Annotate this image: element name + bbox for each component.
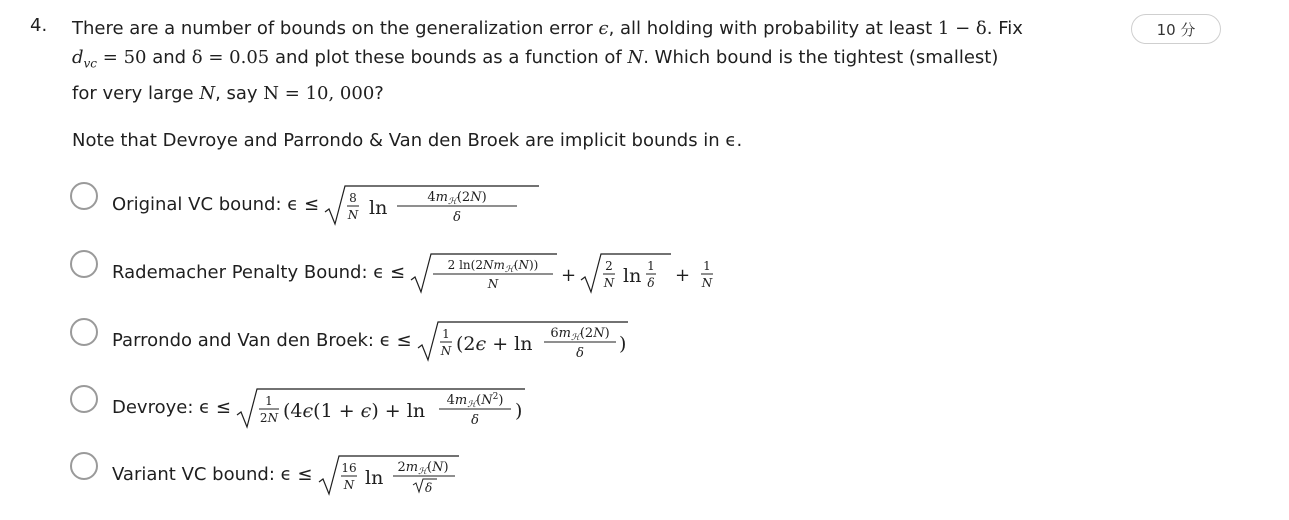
svg-text:2: 2 [605,259,613,273]
svg-text:2 ln(2Nmℋ(N)): 2 $\ln(2Nm_ℋ(N))$ [447,258,539,275]
radio-button[interactable] [70,385,98,413]
svg-text:N: N [701,276,713,290]
svg-text:1: 1 [442,327,450,341]
option-label: Devroye: ϵ ≤ [112,397,231,418]
svg-text:δ: δ [453,210,461,225]
radio-button[interactable] [70,182,98,210]
svg-text:(4ϵ(1 + ϵ) + ln: (4ϵ(1 + ϵ) + ln [283,400,426,422]
svg-text:1: 1 [703,259,711,273]
radio-button[interactable] [70,318,98,346]
option-label: Parrondo and Van den Broek: ϵ ≤ [112,330,412,351]
note-text: Note that Devroye and Parrondo & Van den Broek are implicit bounds in ϵ. [72,130,743,151]
svg-text:): ) [619,333,627,355]
question-number: 4. [30,15,48,36]
option-label: Original VC bound: ϵ ≤ [112,194,320,215]
svg-text:N: N [343,478,355,492]
option-label: Variant VC bound: ϵ ≤ [112,464,313,485]
formula-variant-vc [317,452,517,498]
svg-text:δ: δ [425,481,433,495]
svg-text:ln: ln [623,265,642,287]
svg-text:4mℋ(N2): $4m_ℋ(N^2)$ [446,392,504,410]
svg-text:4mℋ(2N): $4m_ℋ(2N)$ [427,190,487,207]
svg-text:6mℋ(2N): $6m_ℋ(2N)$ [550,326,610,343]
svg-text:+: + [561,265,577,286]
svg-text:N: N [440,344,452,358]
svg-text:N: N [603,276,615,290]
formula-parrondo [416,318,636,364]
svg-text:1: 1 [647,259,655,273]
svg-text:ln: ln [369,197,388,219]
svg-text:N: N [487,277,499,291]
svg-text:δ: δ [576,346,584,361]
svg-text:16: 16 [341,461,357,475]
formula-devroye [235,385,535,431]
svg-text:8: 8 [349,191,357,205]
question-text: There are a number of bounds on the generalization error ϵ, all holding with probability at least 1 − δ. Fix $d_{vc} = 50$ and δ = 0.05 and plot these bounds as a function of N. Which bound is the tightest (smallest) for very large N, say N = 10, 000? [72,18,1023,104]
radio-button[interactable] [70,250,98,278]
svg-text:δ: δ [471,413,479,428]
svg-text:(2ϵ + ln: (2ϵ + ln [456,333,533,355]
radio-button[interactable] [70,452,98,480]
svg-text:δ: δ [647,276,655,290]
svg-text:ln: ln [365,467,384,489]
svg-text:+: + [675,265,691,286]
svg-text:N: N [347,208,359,222]
formula-original-vc [323,182,543,228]
svg-text:2N: 2N [259,411,279,425]
points-badge: 10 分 [1131,14,1221,44]
svg-text:1: 1 [265,394,273,408]
svg-text:2mℋ(N): $2m_ℋ(N)$ [397,460,449,477]
formula-rademacher [409,250,729,296]
svg-text:): ) [515,400,523,422]
option-label: Rademacher Penalty Bound: ϵ ≤ [112,262,406,283]
